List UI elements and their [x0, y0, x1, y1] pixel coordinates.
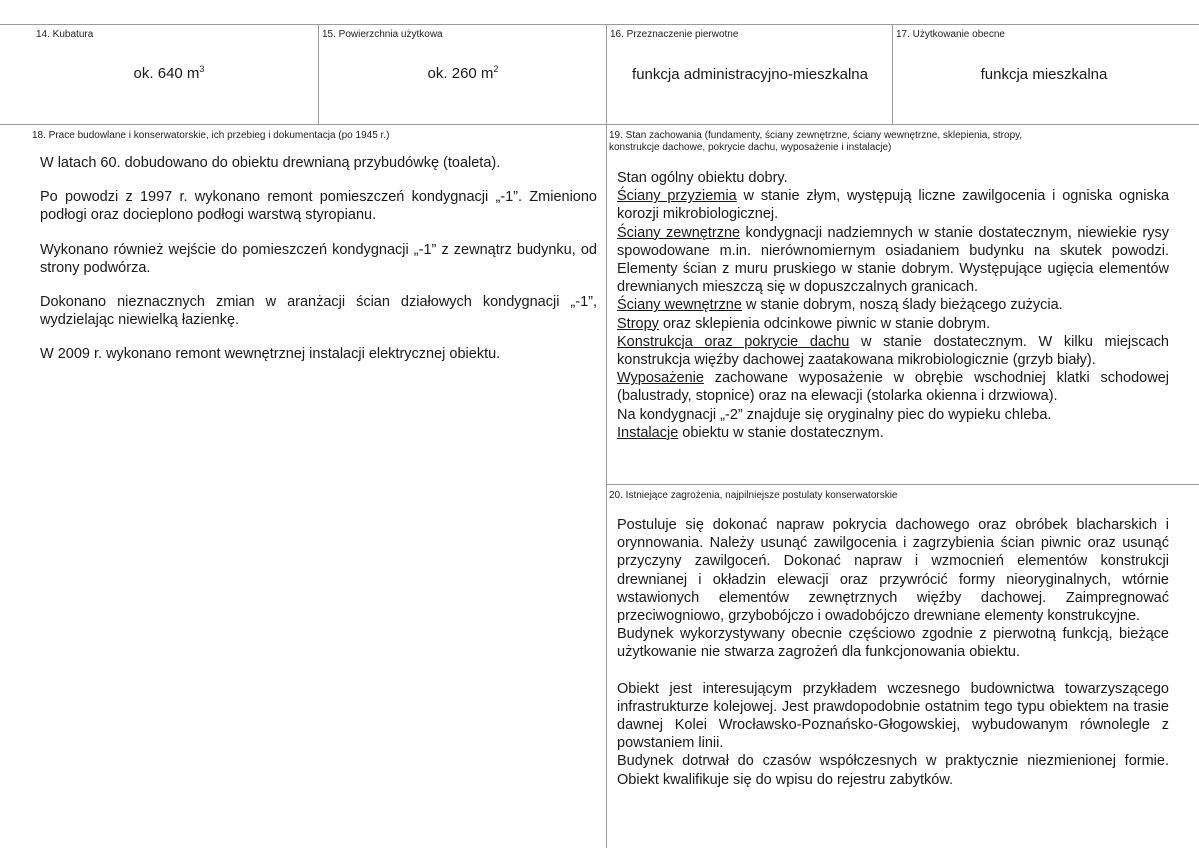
col-divider-3	[892, 24, 893, 124]
section19-item-term: Ściany zewnętrzne	[617, 224, 741, 241]
powierzchnia-label: 15. Powierzchnia użytkowa	[322, 29, 443, 40]
uzytkowanie-value: funkcja mieszkalna	[980, 66, 1108, 83]
section19-item	[617, 424, 1169, 442]
powierzchnia-value-text: ok. 260 m	[427, 65, 494, 82]
section19-item-text: zachowane wyposażenie w obrębie wschodniej klatki schodowej (balustrady, stopnice) oraz na elewacji (stolarka okienna i drzwiowa).	[617, 370, 1169, 405]
section19-item-term: Ściany przyziemia	[617, 188, 737, 205]
section19-item-text: w stanie złym, występują liczne zawilgocenia i ogniska ogniska korozji mikrobiologicznej.	[617, 188, 1170, 223]
section19-item	[617, 333, 1169, 369]
section19-item-term: Konstrukcja oraz pokrycie dachu	[617, 333, 850, 350]
section18-paragraph: W 2009 r. wykonano remont wewnętrznej instalacji elektrycznej obiektu.	[40, 346, 501, 363]
section20-paragraph: Obiekt jest interesującym przykładem wczesnego budownictwa towarzyszącego infrastrukturze kolejowej. Jest prawdopodobnie ostatnim tego typu obiektem na trasie dawnej Kolei Wrocławsko-Poznańsko-Głogowskiej, wybudowanym równolegle z powstaniem linii.	[617, 680, 1169, 752]
section19-item-text: w stanie dostatecznym. W kilku miejscach konstrukcja więźby dachowej zaatakowana mikrobiologicznie (grzyb biały).	[617, 333, 1169, 369]
section19-item	[617, 296, 1169, 314]
section19-label-line2: konstrukcje dachowe, pokrycie dachu, wyposażenie i instalacje)	[609, 142, 892, 153]
przeznaczenie-label: 16. Przeznaczenie pierwotne	[610, 29, 739, 40]
kubatura-label: 14. Kubatura	[36, 29, 94, 40]
section20-text	[617, 516, 1169, 789]
section19-item-text: kondygnacji nadziemnych w stanie dostatecznym, niewiekie rysy spowodowane m.in. nierównomiernym osiadaniem budynku na skutek powodzi. Elementy ścian z muru pruskiego w stanie dobrym. Występujące ugięcia elementów drewnianych mieszczą się w dopuszczalnych granicach.	[617, 224, 1169, 296]
section19-item-text: obiektu w stanie dostatecznym.	[678, 424, 884, 441]
section19-label-line1: 19. Stan zachowania (fundamenty, ściany zewnętrzne, ściany wewnętrzne, sklepienia, stropy,	[609, 130, 1023, 141]
section18-paragraph: Wykonano również wejście do pomieszczeń kondygnacji „-1” z zewnątrz budynku, od strony podwórza.	[40, 241, 597, 276]
section18-label: 18. Prace budowlane i konserwatorskie, ich przebieg i dokumentacja (po 1945 r.)	[32, 130, 390, 141]
uzytkowanie-label: 17. Użytkowanie obecne	[896, 29, 1005, 40]
section19-item-text: oraz sklepienia odcinkowe piwnic w stanie dobrym.	[658, 315, 991, 332]
section19-item	[617, 315, 1169, 333]
section19-item	[617, 187, 1169, 223]
row-divider	[0, 124, 1199, 125]
kubatura-value	[20, 64, 318, 82]
section20-paragraph: Budynek wykorzystywany obecnie częściowo zgodnie z pierwotną funkcją, bieżące użytkowanie nie stwarza zagrożeń dla funkcjonowania obiektu.	[617, 626, 1169, 661]
section20-label: 20. Istniejące zagrożenia, najpilniejsze postulaty konserwatorskie	[609, 490, 898, 501]
section20-paragraph: Budynek dotrwał do czasów współczesnych w praktycznie niezmienionej formie. Obiekt kwalifikuje się do wpisu do rejestru zabytków.	[617, 753, 1169, 788]
przeznaczenie-value: funkcja administracyjno-mieszkalna	[632, 66, 868, 83]
section20-paragraph: Postuluje się dokonać napraw pokrycia dachowego oraz obróbek blacharskich i orynnowania. Należy usunąć zawilgocenia i zagrzybienia ścian piwnic oraz usunąć przyczyny zawilgoceń. Dokonać napraw i wzmocnień elementów konstrukcji drewnianej i okładzin elewacji oraz przywrócić formy nieoryginalnych, wtórnie wstawionych elementów zewnętrznych więźby dachowej. Zaimpregnować przeciwogniowo, grzybobójczo i owadobójczo drewniane elementy konstrukcyjne.	[617, 517, 1169, 625]
section18-paragraph: Dokonano nieznacznych zmian w aranżacji ścian działowych kondygnacji „-1”, wydzielając niewielką łazienkę.	[40, 294, 597, 329]
section19-item-text: w stanie dobrym, noszą ślady bieżącego zużycia.	[741, 297, 1063, 314]
section18-text	[40, 154, 597, 364]
section18-paragraph: W latach 60. dobudowano do obiektu drewnianą przybudówkę (toaleta).	[40, 155, 501, 171]
kubatura-unit-sup: 3	[199, 64, 205, 74]
section19-note: Na kondygnacji „-2” znajduje się oryginalny piec do wypieku chleba.	[617, 406, 1052, 423]
col-divider-1	[318, 24, 319, 124]
section19-item-term: Instalacje	[617, 424, 679, 441]
section19-item	[617, 369, 1169, 405]
top-border	[0, 24, 1199, 25]
section18-paragraph: Po powodzi z 1997 r. wykonano remont pomieszczeń kondygnacji „-1”. Zmieniono podłogi oraz docieplono podłogi warstwą styropianu.	[40, 189, 597, 224]
section19-item-term: Stropy	[617, 315, 659, 332]
section20-divider	[606, 484, 1199, 485]
section19-item-term: Wyposażenie	[617, 370, 704, 387]
section19-item-term: Ściany wewnętrzne	[617, 297, 742, 314]
section19-item	[617, 224, 1169, 297]
col-divider-2	[606, 24, 607, 848]
powierzchnia-unit-sup: 2	[493, 64, 499, 74]
kubatura-value-text: ok. 640 m	[133, 65, 200, 82]
section19-intro: Stan ogólny obiektu dobry.	[617, 170, 788, 186]
section19-text	[617, 169, 1169, 442]
powierzchnia-value	[320, 64, 606, 82]
